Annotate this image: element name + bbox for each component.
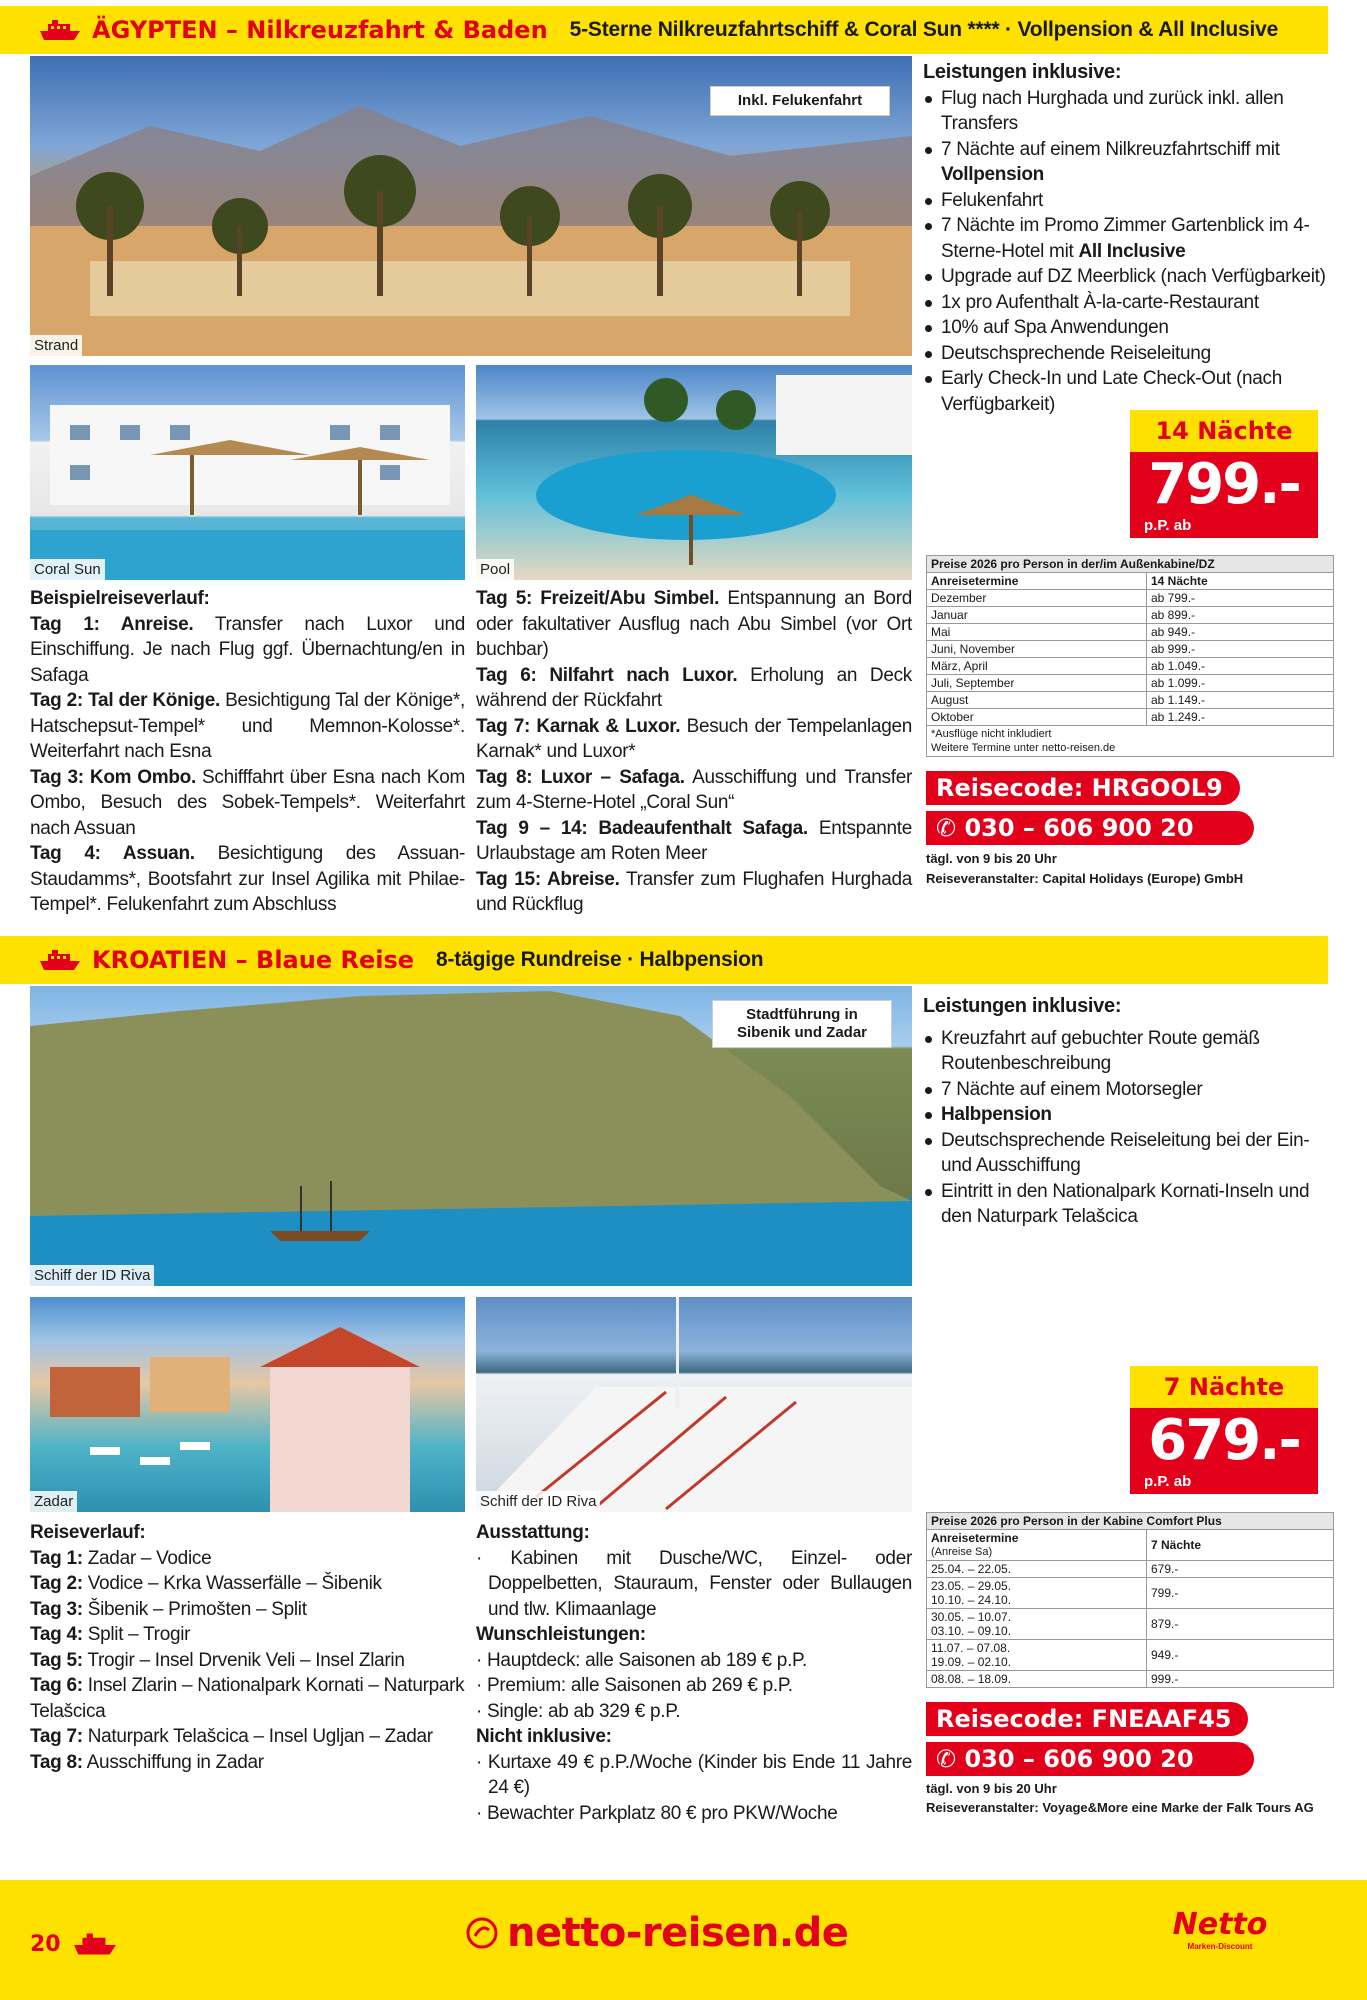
netto-logo-sub: Marken-Discount — [1187, 1942, 1253, 1951]
itinerary-day-label: Tag 5: — [30, 1649, 83, 1671]
egypt-hotel-photo — [30, 365, 465, 580]
service-text: 7 Nächte im Promo Zimmer Gartenblick im 4-Sterne-Hotel mit — [941, 215, 1310, 262]
service-item — [923, 315, 1333, 341]
table-cell-price: ab 899.- — [1147, 607, 1334, 624]
itinerary-day — [476, 663, 912, 714]
table-row — [927, 658, 1334, 675]
itinerary-day-text: Schifffahrt über Esna nach Kom Ombo, Besuch des Sobek-Tempels*. Weiterfahrt nach Assuan — [30, 766, 465, 839]
service-item — [923, 188, 1333, 214]
itinerary-day-label: Tag 1: — [30, 1547, 83, 1569]
service-bold: All Inclusive — [1078, 240, 1186, 262]
service-item — [923, 1179, 1333, 1230]
itinerary-day-text: Transfer zum Flughafen Hurghada und Rückflug — [476, 868, 912, 915]
table-title: Preise 2026 pro Person in der/im Außenkabine/DZ — [927, 556, 1334, 573]
croatia-services-heading: Leistungen inklusive: — [923, 995, 1122, 1017]
table-cell-date: 25.04. – 22.05. — [927, 1561, 1147, 1578]
croatia-zadar-caption: Zadar — [30, 1491, 77, 1512]
itinerary-day-label: Tag 7: Karnak & Luxor. — [476, 715, 681, 737]
croatia-photo-tag: Stadtführung in Sibenik und Zadar — [712, 1000, 892, 1048]
itinerary-day — [476, 714, 912, 765]
itinerary-day-label: Tag 4: Assuan. — [30, 843, 195, 864]
egypt-photo-tag: Inkl. Felukenfahrt — [710, 86, 890, 116]
croatia-price-table — [926, 1512, 1334, 1688]
service-item — [923, 1026, 1333, 1077]
egypt-pool-photo — [476, 365, 912, 580]
croatia-equip-heading: Ausstattung: — [476, 1522, 590, 1543]
itinerary-day — [30, 1648, 465, 1674]
itinerary-day-text: Trogir – Insel Drvenik Veli – Insel Zlarin — [82, 1649, 405, 1671]
detail-line: · Premium: alle Saisonen ab 269 € p.P. — [476, 1675, 793, 1696]
itinerary-day — [30, 612, 465, 689]
itinerary-day-label: Tag 6: Nilfahrt nach Luxor. — [476, 664, 738, 686]
egypt-itinerary-right — [476, 586, 912, 918]
table-cell-price: ab 1.099.- — [1147, 675, 1334, 692]
page-number: 20 — [30, 1932, 61, 1957]
table-cell-price: ab 1.149.- — [1147, 692, 1334, 709]
itinerary-day — [30, 1597, 465, 1623]
itinerary-day — [30, 1546, 465, 1572]
service-item — [923, 341, 1333, 367]
egypt-price: 799.- — [1148, 452, 1300, 517]
croatia-wish-heading: Wunschleistungen: — [476, 1624, 646, 1645]
service-item — [923, 137, 1333, 188]
table-row — [927, 624, 1334, 641]
itinerary-day-label: Tag 4: — [30, 1624, 83, 1645]
egypt-subtitle: 5-Sterne Nilkreuzfahrtschiff & Coral Sun **** · Vollpension & All Inclusive — [569, 18, 1279, 41]
croatia-zadar-photo — [30, 1297, 465, 1512]
itinerary-day — [30, 841, 465, 918]
table-row — [927, 1640, 1334, 1671]
service-text: 1x pro Aufenthalt À-la-carte-Restaurant — [941, 291, 1259, 313]
croatia-deck-caption: Schiff der ID Riva — [476, 1491, 600, 1512]
itinerary-day-text: Erholung an Deck während der Rückfahrt — [476, 664, 912, 711]
service-text: Upgrade auf DZ Meerblick (nach Verfügbarkeit) — [941, 266, 1326, 287]
itinerary-day — [30, 1571, 465, 1597]
table-row — [927, 1671, 1334, 1688]
itinerary-day-text: Besichtigung Tal der Könige*, Hatschepsut-Tempel* und Memnon-Kolosse*. Weiterfahrt nach Esna — [30, 690, 465, 762]
itinerary-day-label: Tag 2: — [30, 1573, 83, 1594]
itinerary-day-label: Tag 3: — [30, 1598, 83, 1620]
table-note-2: Weitere Termine unter netto-reisen.de — [931, 742, 1116, 754]
website-link[interactable] — [465, 1910, 848, 1956]
service-text: Flug nach Hurghada und zurück inkl. allen Transfers — [941, 87, 1284, 134]
website-text: netto-reisen.de — [507, 1910, 849, 1956]
netto-logo — [1165, 1908, 1275, 1958]
itinerary-day-text: Entspannte Urlaubstage am Roten Meer — [476, 817, 912, 864]
egypt-services-heading: Leistungen inklusive: — [923, 61, 1122, 83]
footer-bar — [0, 1880, 1367, 2000]
croatia-phone[interactable] — [926, 1742, 1254, 1776]
service-text: Deutschsprechende Reiseleitung bei der Ein- und Ausschiffung — [941, 1129, 1310, 1176]
itinerary-day — [476, 867, 912, 918]
table-cell-price: ab 799.- — [1147, 590, 1334, 607]
service-text: Kreuzfahrt auf gebuchter Route gemäß Routenbeschreibung — [941, 1027, 1260, 1074]
itinerary-day — [476, 586, 912, 663]
service-text: Deutschsprechende Reiseleitung — [941, 342, 1211, 364]
detail-line: · Bewachter Parkplatz 80 € pro PKW/Woche — [476, 1802, 838, 1824]
itinerary-day-label: Tag 8: — [30, 1751, 83, 1773]
croatia-details — [476, 1520, 912, 1826]
service-bold: Vollpension — [941, 164, 1044, 185]
table-row — [927, 709, 1334, 726]
itinerary-day-label: Tag 9 – 14: Badeaufenthalt Safaga. — [476, 817, 808, 839]
itinerary-day-text: Insel Zlarin – Nationalpark Kornati – Naturpark Telašcica — [30, 1675, 465, 1722]
itinerary-day — [476, 816, 912, 867]
table-col1: Anreisetermine — [927, 573, 1147, 590]
egypt-services — [923, 60, 1333, 417]
itinerary-day-text: Besichtigung des Assuan-Staudamms*, Bootsfahrt zur Insel Agilika mit Philae-Tempel*. Felukenfahrt zum Abschluss — [30, 843, 466, 915]
table-cell-date: Oktober — [927, 709, 1147, 726]
egypt-hours: tägl. von 9 bis 20 Uhr — [926, 851, 1057, 866]
itinerary-day-text: Entspannung an Bord oder fakultativer Ausflug nach Abu Simbel (vor Ort buchbar) — [476, 588, 912, 660]
service-item — [923, 1128, 1333, 1179]
croatia-price-box — [1130, 1366, 1318, 1494]
egypt-header-bar — [0, 6, 1328, 54]
itinerary-day-label: Tag 5: Freizeit/Abu Simbel. — [476, 588, 720, 609]
table-col1: Anreisetermine (Anreise Sa) — [927, 1530, 1147, 1561]
service-text: 10% auf Spa Anwendungen — [941, 317, 1169, 338]
detail-line: · Kurtaxe 49 € p.P./Woche (Kinder bis Ende 11 Jahre 24 €) — [476, 1751, 912, 1798]
itinerary-day-text: Split – Trogir — [82, 1624, 191, 1645]
table-cell-date: 23.05. – 29.05. 10.10. – 24.10. — [927, 1578, 1147, 1609]
itinerary-day-label: Tag 8: Luxor – Safaga. — [476, 766, 685, 788]
table-row — [927, 1578, 1334, 1609]
croatia-services — [923, 994, 1333, 1230]
table-title-row — [927, 556, 1334, 573]
itinerary-day — [476, 765, 912, 816]
table-col1-sub: (Anreise Sa) — [931, 1546, 993, 1558]
table-cell-date: Januar — [927, 607, 1147, 624]
ship-icon — [38, 949, 82, 971]
table-note-1: *Ausflüge nicht inkludiert — [931, 728, 1052, 740]
egypt-phone-number: 030 – 606 900 20 — [964, 814, 1194, 842]
itinerary-day — [30, 1750, 465, 1776]
egypt-itinerary-heading: Beispielreiseverlauf: — [30, 588, 210, 609]
croatia-operator: Reiseveranstalter: Voyage&More eine Marke der Falk Tours AG — [926, 1800, 1314, 1815]
egypt-pool-caption: Pool — [476, 559, 514, 580]
table-cell-price: 799.- — [1147, 1578, 1334, 1609]
phone-icon: ✆ — [936, 1745, 965, 1773]
egypt-itinerary-left — [30, 586, 465, 918]
itinerary-day-text: Transfer nach Luxor und Einschiffung. Je nach Flug ggf. Übernachtung/en in Safaga — [30, 613, 465, 686]
croatia-title: KROATIEN – Blaue Reise — [92, 946, 415, 974]
table-col2: 14 Nächte — [1147, 573, 1334, 590]
egypt-hotel-caption: Coral Sun — [30, 559, 105, 580]
table-cell-price: 999.- — [1147, 1671, 1334, 1688]
itinerary-day-text: Ausschiffung in Zadar — [82, 1751, 264, 1773]
itinerary-day-label: Tag 6: — [30, 1675, 83, 1696]
croatia-itinerary-heading: Reiseverlauf: — [30, 1522, 146, 1543]
itinerary-day-label: Tag 1: Anreise. — [30, 613, 194, 635]
table-col2: 7 Nächte — [1147, 1530, 1334, 1561]
service-text: Eintritt in den Nationalpark Kornati-Inseln und den Naturpark Telašcica — [941, 1180, 1310, 1227]
service-item — [923, 213, 1333, 264]
table-cell-date: 30.05. – 10.07. 03.10. – 09.10. — [927, 1609, 1147, 1640]
pool-image — [476, 365, 912, 580]
egypt-main-caption: Strand — [30, 335, 82, 356]
itinerary-day-label: Tag 15: Abreise. — [476, 868, 620, 890]
table-row — [927, 607, 1334, 624]
croatia-price: 679.- — [1148, 1408, 1300, 1473]
table-cell-date: März, April — [927, 658, 1147, 675]
croatia-deck-photo — [476, 1297, 912, 1512]
table-cell-date: August — [927, 692, 1147, 709]
table-cell-price: 679.- — [1147, 1561, 1334, 1578]
detail-line: · Single: ab ab 329 € p.P. — [476, 1700, 681, 1722]
table-title: Preise 2026 pro Person in der Kabine Comfort Plus — [927, 1513, 1334, 1530]
service-text: Early Check-In und Late Check-Out (nach Verfügbarkeit) — [941, 368, 1283, 415]
croatia-subtitle: 8-tägige Rundreise · Halbpension — [436, 948, 764, 971]
service-item — [923, 1077, 1333, 1103]
service-item — [923, 264, 1333, 290]
netto-logo-text: Netto — [1172, 1907, 1268, 1942]
table-cell-price: ab 1.249.- — [1147, 709, 1334, 726]
itinerary-day-text: Šibenik – Primošten – Split — [82, 1598, 307, 1620]
itinerary-day-text: Besuch der Tempelanlagen Karnak* und Luxor* — [476, 715, 912, 762]
itinerary-day-label: Tag 3: Kom Ombo. — [30, 766, 196, 788]
itinerary-day-text: Vodice – Krka Wasserfälle – Šibenik — [82, 1573, 382, 1594]
table-row — [927, 675, 1334, 692]
table-row — [927, 692, 1334, 709]
table-cell-price: ab 949.- — [1147, 624, 1334, 641]
croatia-main-photo — [30, 986, 912, 1286]
croatia-reisecode: Reisecode: FNEAAF45 — [926, 1702, 1248, 1736]
harbor-image — [30, 1297, 465, 1512]
table-row — [927, 641, 1334, 658]
service-item — [923, 290, 1333, 316]
table-header-row — [927, 573, 1334, 590]
table-header-row — [927, 1530, 1334, 1561]
croatia-phone-number: 030 – 606 900 20 — [964, 1745, 1194, 1773]
table-title-row — [927, 1513, 1334, 1530]
hotel-image — [30, 365, 465, 580]
phone-icon: ✆ — [936, 814, 965, 842]
itinerary-day — [30, 1622, 465, 1648]
table-row — [927, 1609, 1334, 1640]
croatia-excl-heading: Nicht inklusive: — [476, 1726, 612, 1747]
itinerary-day — [30, 688, 465, 765]
table-cell-price: 879.- — [1147, 1609, 1334, 1640]
service-text: Felukenfahrt — [941, 189, 1044, 211]
service-item — [923, 86, 1333, 137]
table-cell-price: ab 999.- — [1147, 641, 1334, 658]
service-item — [923, 1102, 1333, 1128]
deck-image — [476, 1297, 912, 1512]
globe-icon — [465, 1916, 499, 1950]
table-cell-date: Juli, September — [927, 675, 1147, 692]
detail-line: · Hauptdeck: alle Saisonen ab 189 € p.P. — [476, 1649, 807, 1671]
croatia-header-bar — [0, 936, 1328, 984]
itinerary-day-text: Naturpark Telašcica – Insel Ugljan – Zadar — [82, 1726, 433, 1747]
service-bold: Halbpension — [941, 1104, 1052, 1125]
detail-line: · Kabinen mit Dusche/WC, Einzel- oder Doppelbetten, Stauraum, Fenster oder Bullaugen und tlw. Klimaanlage — [476, 1547, 912, 1620]
table-note-row — [927, 726, 1334, 757]
ship-icon — [38, 19, 82, 41]
egypt-title: ÄGYPTEN – Nilkreuzfahrt & Baden — [92, 16, 548, 44]
table-row — [927, 590, 1334, 607]
croatia-hours: tägl. von 9 bis 20 Uhr — [926, 1781, 1057, 1796]
ship-icon — [72, 1932, 118, 1956]
table-cell-date: Mai — [927, 624, 1147, 641]
service-text: 7 Nächte auf einem Nilkreuzfahrtschiff mit — [941, 138, 1280, 160]
table-cell-date: 08.08. – 18.09. — [927, 1671, 1147, 1688]
table-cell-price: 949.- — [1147, 1640, 1334, 1671]
itinerary-day-label: Tag 2: Tal der Könige. — [30, 690, 220, 711]
croatia-main-caption: Schiff der ID Riva — [30, 1265, 154, 1286]
croatia-price-suffix: p.P. ab — [1144, 1473, 1192, 1490]
itinerary-day — [30, 765, 465, 842]
table-note — [927, 726, 1334, 757]
egypt-main-photo — [30, 56, 912, 356]
croatia-nights: 7 Nächte — [1130, 1366, 1318, 1408]
egypt-price-box — [1130, 410, 1318, 538]
egypt-phone[interactable] — [926, 811, 1254, 845]
table-cell-date: 11.07. – 07.08. 19.09. – 02.10. — [927, 1640, 1147, 1671]
table-row — [927, 1561, 1334, 1578]
egypt-price-suffix: p.P. ab — [1144, 517, 1192, 534]
itinerary-day-text: Zadar – Vodice — [82, 1547, 212, 1569]
table-cell-date: Juni, November — [927, 641, 1147, 658]
croatia-itinerary — [30, 1520, 465, 1775]
egypt-price-table — [926, 555, 1334, 757]
service-text: 7 Nächte auf einem Motorsegler — [941, 1078, 1203, 1100]
table-cell-date: Dezember — [927, 590, 1147, 607]
itinerary-day — [30, 1724, 465, 1750]
table-cell-price: ab 1.049.- — [1147, 658, 1334, 675]
egypt-operator: Reiseveranstalter: Capital Holidays (Europe) GmbH — [926, 871, 1244, 886]
itinerary-day-label: Tag 7: — [30, 1726, 83, 1747]
egypt-nights: 14 Nächte — [1130, 410, 1318, 452]
itinerary-day — [30, 1673, 465, 1724]
itinerary-day-text: Ausschiffung und Transfer zum 4-Sterne-Hotel „Coral Sun“ — [476, 766, 912, 813]
egypt-reisecode: Reisecode: HRGOOL9 — [926, 771, 1240, 805]
